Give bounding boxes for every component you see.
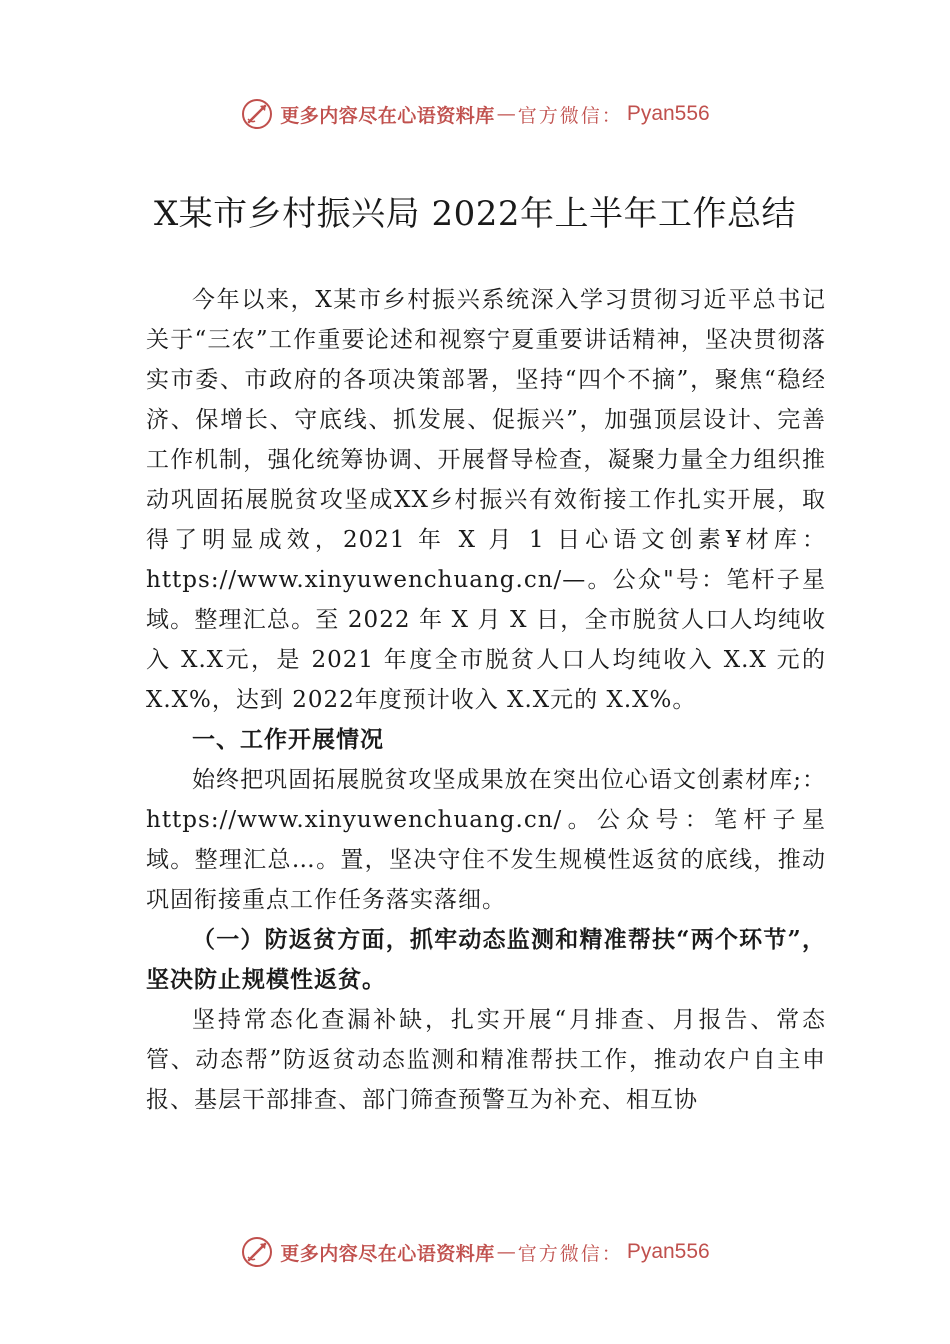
watermark-wechat-id: Pyan556 [626,1240,710,1263]
watermark-header [0,94,950,134]
watermark-brand-text: 更多内容尽在心语资料库 [280,104,495,127]
watermark-footer [0,1232,950,1272]
quill-logo-icon [240,1235,274,1269]
section-paragraph: 始终把巩固拓展脱贫攻坚成果放在突出位心语文创素材库;：https://www.xinyuwenchuang.cn/。公众号：笔杆子星域。整理汇总…。置，坚决守住不发生规模性返贫的底线，推动巩固衔接重点工作任务落实落细。 [146,767,826,913]
quill-logo-icon [240,97,274,131]
subsection-paragraph: 坚持常态化查漏补缺，扎实开展“月排查、月报告、常态管、动态帮”防返贫动态监测和精准帮扶工作，推动农户自主申报、基层干部排查、部门筛查预警互为补充、相互协 [146,1007,826,1113]
watermark-wechat-id: Pyan556 [626,102,710,125]
watermark-brand-text: 更多内容尽在心语资料库 [280,1242,495,1265]
watermark-dash: — [496,103,516,125]
subsection-heading: （一）防返贫方面，抓牢动态监测和精准帮扶“两个环节”，坚决防止规模性返贫。 [146,926,826,993]
section-heading: 一、工作开展情况 [192,727,384,753]
document-body [146,280,826,1120]
watermark-wechat-label: 官方微信： [517,1242,623,1265]
intro-paragraph: 今年以来，X某市乡村振兴系统深入学习贯彻习近平总书记关于“三农”工作重要论述和视察宁夏重要讲话精神，坚决贯彻落实市委、市政府的各项决策部署，坚持“四个不摘”，聚焦“稳经济、保增长、守底线、抓发展、促振兴”，加强顶层设计、完善工作机制，强化统筹协调、开展督导检查，凝聚力量全力组织推动巩固拓展脱贫攻坚成XX乡村振兴有效衔接工作扎实开展，取得了明显成效，2021 年 X 月 1 日心语文创素¥材库：https://www.xinyuwenchuang.cn/—。公众"号：笔杆子星域。整理汇总。至 2022 年 X 月 X 日，全市脱贫人口人均纯收入 X.X元，是 2021 年度全市脱贫人口人均纯收入 X.X 元的 X.X%，达到 2022年度预计收入 X.X元的 X.X%。 [146,287,826,713]
watermark-dash: — [496,1241,516,1263]
document-title: X某市乡村振兴局 2022年上半年工作总结 [153,194,797,234]
watermark-wechat-label: 官方微信： [517,104,623,127]
